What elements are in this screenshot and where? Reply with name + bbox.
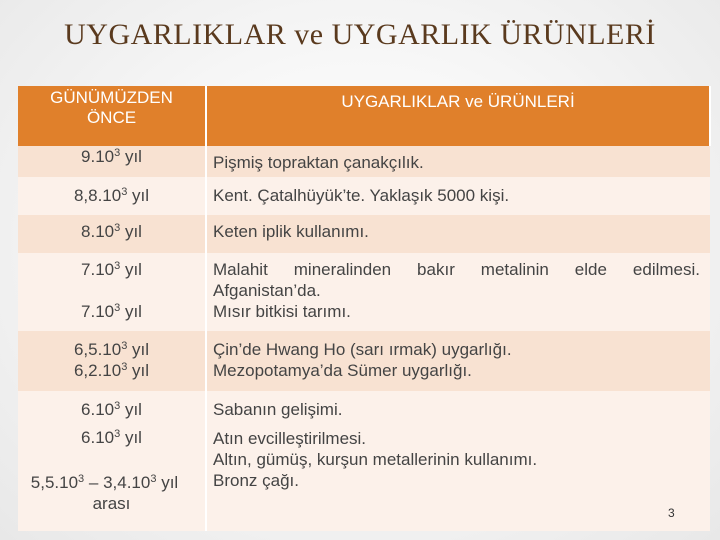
date-cell: [18, 253, 206, 331]
header-date-line1: GÜNÜMÜZDEN: [50, 88, 173, 107]
table-row: [18, 331, 710, 391]
event-line: Atın evcilleştirilmesi.: [213, 429, 367, 448]
event-line: Afganistan’da.: [213, 281, 321, 300]
page-number: 3: [668, 506, 675, 520]
timeline-table: [18, 86, 711, 531]
date-cell: [18, 391, 206, 531]
event-line: Kent. Çatalhüyük’te. Yaklaşık 5000 kişi.: [213, 186, 510, 205]
date-exponent: 3: [114, 222, 121, 234]
date-unit: yıl: [120, 147, 142, 166]
date-exponent: 3: [114, 428, 121, 440]
date-line: [24, 360, 199, 381]
date-value: 8.10: [81, 222, 115, 241]
table-row: [18, 146, 710, 177]
date-unit: yıl: [120, 222, 142, 241]
event-line: Malahit mineralinden bakır metalinin elde edilmesi.: [213, 260, 700, 279]
date-unit: yıl: [127, 361, 150, 380]
event-line: Mısır bitkisi tarımı.: [213, 302, 351, 321]
date-value: 6,5.10: [73, 340, 122, 359]
table-row: [18, 253, 710, 331]
date-unit: yıl: [120, 400, 142, 419]
date-exponent: 3: [114, 260, 121, 272]
event-line: Pişmiş topraktan çanakçılık.: [213, 153, 424, 172]
date-value: 6.10: [81, 400, 115, 419]
date-exponent: 3: [121, 361, 128, 373]
date-exponent: 3: [121, 340, 128, 352]
date-cell: [18, 215, 206, 253]
event-cell: [206, 215, 710, 253]
date-value: 8,8.10: [73, 186, 122, 205]
date-line: [24, 301, 199, 322]
header-date-line2: ÖNCE: [86, 108, 137, 127]
table-row: [18, 391, 710, 531]
date-value: 6,2.10: [73, 361, 122, 380]
date-value: 5,5.10: [30, 473, 79, 492]
event-cell: [206, 391, 710, 531]
date-range-suffix: arası: [92, 494, 131, 513]
date-exponent: 3: [78, 473, 85, 485]
date-exponent: 3: [150, 473, 157, 485]
date-unit: yıl: [120, 428, 142, 447]
event-line: Mezopotamya’da Sümer uygarlığı.: [213, 361, 472, 380]
event-line: Sabanın gelişimi.: [213, 400, 343, 419]
table-header-row: [18, 86, 710, 146]
date-cell: [18, 331, 206, 391]
table-row: [18, 215, 710, 253]
date-value: – 3,4.10: [84, 473, 151, 492]
date-unit: yıl: [156, 473, 179, 492]
date-value: 7.10: [81, 302, 115, 321]
event-cell: [206, 331, 710, 391]
event-line: Altın, gümüş, kurşun metallerinin kullanımı.: [213, 450, 538, 469]
date-value: 7.10: [81, 260, 115, 279]
date-line: [18, 427, 205, 448]
date-unit: yıl: [120, 302, 142, 321]
date-exponent: 3: [114, 400, 121, 412]
date-line: [24, 339, 199, 360]
date-line: [24, 259, 199, 280]
slide-title: UYGARLIKLAR ve UYGARLIK ÜRÜNLERİ: [64, 18, 656, 51]
header-events-cell: UYGARLIKLAR ve ÜRÜNLERİ: [206, 86, 710, 146]
date-cell: [18, 177, 206, 215]
date-unit: yıl: [120, 260, 142, 279]
event-cell: [206, 253, 710, 331]
date-exponent: 3: [114, 147, 121, 159]
table-row: [18, 177, 710, 215]
date-exponent: 3: [121, 186, 128, 198]
header-date-cell: [18, 86, 206, 146]
date-value: 6.10: [81, 428, 115, 447]
date-cell: [18, 146, 206, 177]
event-line: Keten iplik kullanımı.: [213, 222, 369, 241]
date-value: 9.10: [81, 147, 115, 166]
event-line: Bronz çağı.: [213, 471, 299, 490]
event-cell: [206, 146, 710, 177]
date-range-line: [4, 472, 205, 493]
date-line: [18, 399, 205, 420]
event-line: Çin’de Hwang Ho (sarı ırmak) uygarlığı.: [213, 340, 512, 359]
date-exponent: 3: [114, 302, 121, 314]
date-unit: yıl: [127, 186, 150, 205]
event-cell: [206, 177, 710, 215]
date-unit: yıl: [127, 340, 150, 359]
